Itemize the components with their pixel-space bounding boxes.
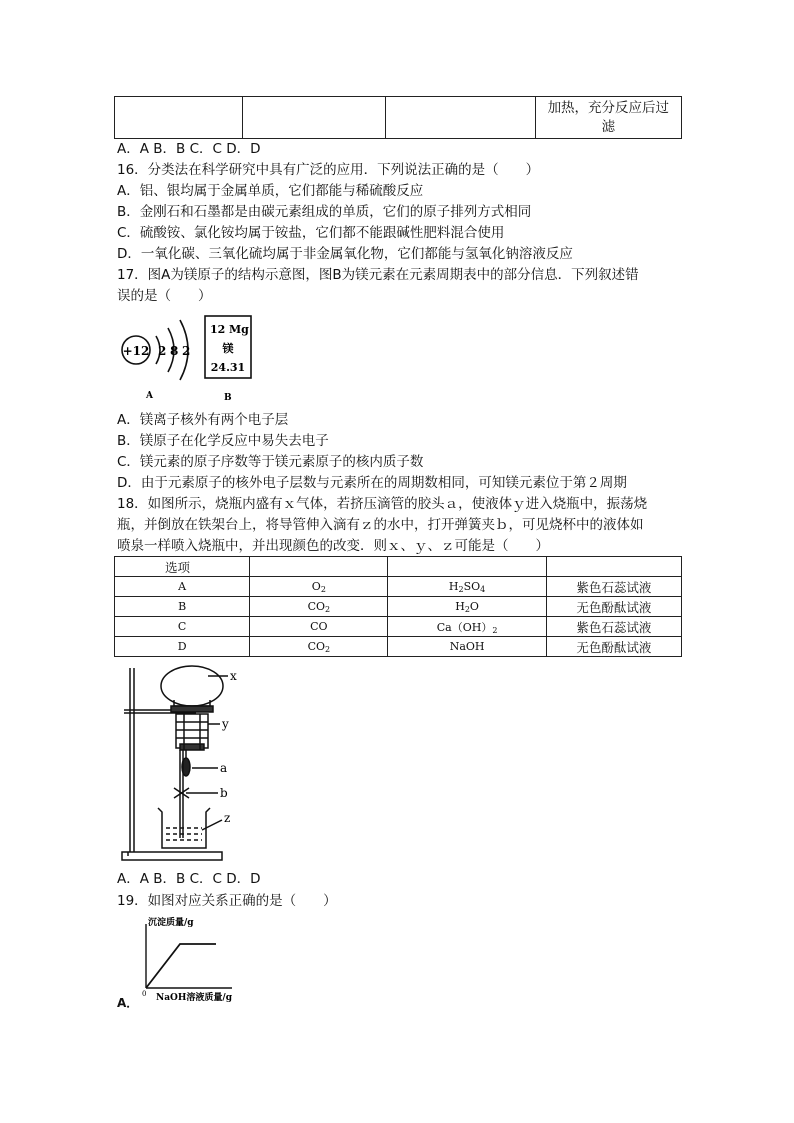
top-table-fragment — [114, 96, 682, 139]
element-symbol: Mg — [229, 323, 249, 336]
z-cell: 无色酚酞试液 — [546, 637, 681, 657]
label-b: b — [220, 786, 228, 800]
option-cell: D — [115, 637, 250, 657]
x-cell: $CO_2$ — [250, 597, 388, 617]
q17-option-b: B．镁原子在化学反应中易失去电子 — [117, 433, 329, 449]
atomic-number: 12 — [210, 323, 226, 336]
q16-option-c: C．硫酸铵、氯化铵均属于铵盐，它们都不能跟碱性肥料混合使用 — [117, 225, 505, 241]
q16-stem: 16．分类法在科学研究中具有广泛的应用．下列说法正确的是（ ） — [117, 162, 540, 178]
table-header-cell — [388, 557, 546, 577]
q19-option-a-label: A． — [117, 996, 139, 1010]
table-row — [115, 597, 682, 617]
option-cell: C — [115, 617, 250, 637]
graph-xlabel: NaOH溶液质量/g — [156, 993, 232, 1003]
label-y: y — [222, 717, 229, 731]
table-header-cell: 选项 — [115, 557, 250, 577]
table-header-cell — [250, 557, 388, 577]
z-cell: 紫色石蕊试液 — [546, 617, 681, 637]
q19-graph-a — [140, 912, 250, 1006]
cell-text: 加热，充分反应后过 — [547, 99, 670, 116]
periodic-table-cell — [205, 316, 251, 402]
table-row — [115, 617, 682, 637]
q18-answer-choices: A．A B．B C．C D．D — [117, 871, 261, 887]
cell-text: 滤 — [601, 118, 616, 135]
x-cell: $CO_2$ — [250, 637, 388, 657]
y-cell: NaOH — [388, 637, 546, 657]
q15-answer-choices: A．A B．B C．C D．D — [117, 141, 261, 157]
shell1-electrons: 2 — [158, 344, 167, 358]
table-cell — [243, 97, 386, 139]
nucleus-label: +12 — [122, 344, 150, 358]
table-row — [115, 637, 682, 657]
q17-option-c: C．镁元素的原子序数等于镁元素原子的核内质子数 — [117, 454, 424, 470]
table-header-row — [115, 557, 682, 577]
element-name: 镁 — [222, 342, 234, 355]
shell2-electrons: 8 — [170, 344, 179, 358]
table-cell — [115, 97, 243, 139]
table-cell — [535, 97, 681, 139]
atomic-mass: 24.31 — [210, 361, 246, 374]
q18-stem-line1: 18．如图所示，烧瓶内盛有ｘ气体，若挤压滴管的胶头ａ，使液体ｙ进入烧瓶中，振荡烧 — [117, 496, 648, 512]
q17-stem-line2: 误的是（ ） — [117, 288, 212, 304]
y-cell: $Ca(OH)_2$ — [388, 617, 546, 637]
shell3-electrons: 2 — [182, 344, 191, 358]
option-cell: A — [115, 577, 250, 597]
fountain-apparatus-figure — [114, 662, 244, 864]
q16-option-d: D．一氧化碳、三氧化硫均属于非金属氧化物，它们都能与氢氧化钠溶液反应 — [117, 246, 573, 262]
table-cell — [386, 97, 535, 139]
label-z: z — [224, 811, 231, 825]
q17-option-d: D．由于元素原子的核外电子层数与元素所在的周期数相同，可知镁元素位于第２周期 — [117, 475, 627, 491]
graph-origin: 0 — [142, 990, 147, 998]
q17-stem-line1: 17．图A为镁原子的结构示意图，图B为镁元素在元素周期表中的部分信息．下列叙述错 — [117, 267, 639, 283]
y-cell: $H_2O$ — [388, 597, 546, 617]
q17-option-a: A．镁离子核外有两个电子层 — [117, 412, 289, 428]
figure-label-b: B — [224, 393, 232, 402]
magnesium-figure — [112, 312, 282, 402]
y-cell: $H_2SO_4$ — [388, 577, 546, 597]
atom-structure-diagram — [122, 320, 190, 401]
z-cell: 紫色石蕊试液 — [546, 577, 681, 597]
graph-line — [146, 944, 216, 988]
x-cell: CO — [250, 617, 388, 637]
label-x: x — [230, 669, 237, 683]
z-cell: 无色酚酞试液 — [546, 597, 681, 617]
q18-options-table — [114, 556, 682, 657]
q18-stem-line3: 喷泉一样喷入烧瓶中，并出现颜色的改变．则ｘ、ｙ、ｚ可能是（ ） — [117, 538, 549, 554]
q19-stem: 19．如图对应关系正确的是（ ） — [117, 893, 337, 909]
option-cell: B — [115, 597, 250, 617]
q16-option-a: A．铝、银均属于金属单质，它们都能与稀硫酸反应 — [117, 183, 424, 199]
figure-label-a: A — [146, 391, 153, 401]
q18-stem-line2: 瓶，并倒放在铁架台上，将导管伸入滴有ｚ的水中，打开弹簧夹ｂ，可见烧杯中的液体如 — [117, 517, 644, 533]
q16-option-b: B．金刚石和石墨都是由碳元素组成的单质，它们的原子排列方式相同 — [117, 204, 532, 220]
graph-ylabel: 沉淀质量/g — [148, 918, 194, 928]
table-header-cell — [546, 557, 681, 577]
label-a: a — [220, 761, 228, 775]
x-cell: $O_2$ — [250, 577, 388, 597]
table-row — [115, 577, 682, 597]
